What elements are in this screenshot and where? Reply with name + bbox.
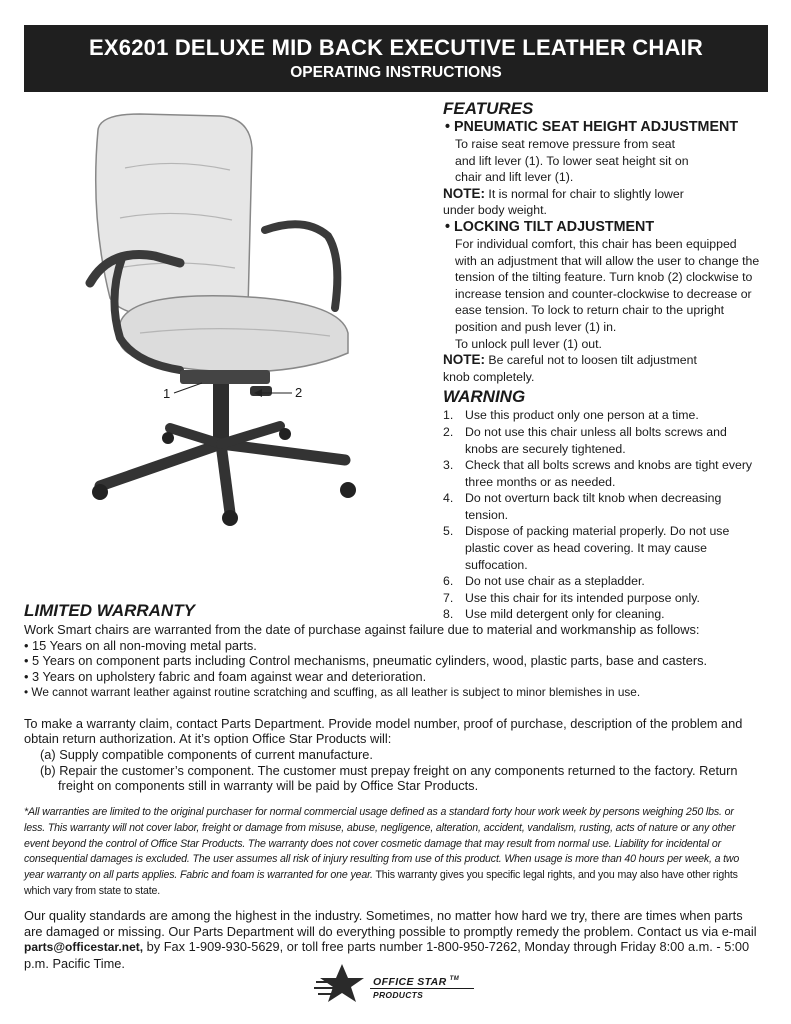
title-banner bbox=[24, 25, 768, 92]
tilt-heading: • LOCKING TILT ADJUSTMENT bbox=[445, 218, 655, 235]
pneumatic-heading: • PNEUMATIC SEAT HEIGHT ADJUSTMENT bbox=[445, 119, 739, 135]
logo-name: OFFICE STAR bbox=[373, 976, 447, 988]
email-link[interactable]: parts@officestar.net, bbox=[24, 940, 144, 955]
text-line: To raise seat remove pressure from seat bbox=[455, 137, 676, 151]
quality-text: Our quality standards are among the highest in the industry. Sometimes, no matter how hard we try, there are times when parts bbox=[24, 907, 743, 923]
pneumatic-note bbox=[443, 186, 778, 203]
warranty-section bbox=[24, 601, 774, 972]
quality-text: are damaged or missing. Our Parts Department will do everything possible to promptly remedy the problem. Contact us via e-mail bbox=[24, 923, 757, 939]
warning-item: 8. Use mild detergent only for cleaning. bbox=[443, 607, 665, 622]
fine-print: consequential damages is excluded. The user assumes all risk of injury resulting from use of this product. When usage is more than 40 hours per week, a two bbox=[24, 853, 740, 866]
star-icon bbox=[312, 962, 368, 1006]
text-line: To unlock pull lever (1) out. bbox=[455, 336, 602, 351]
warranty-heading: LIMITED WARRANTY bbox=[24, 601, 195, 620]
office-star-logo bbox=[312, 962, 482, 1006]
text-line: position and push lever (1) in. bbox=[455, 319, 617, 334]
note-text: It is normal for chair to slightly lower bbox=[485, 186, 684, 201]
text-line: For individual comfort, this chair has been equipped bbox=[455, 236, 737, 251]
quality-text: p.m. Pacific Time. bbox=[24, 955, 125, 971]
warning-item: 7. Use this chair for its intended purpose only. bbox=[443, 590, 700, 605]
fine-print: which vary from state to state. bbox=[24, 885, 161, 898]
fine-print: event beyond the control of Office Star Products. The warranty does not cover cosmetic damage that may result from normal use. Liability for incidental or bbox=[24, 837, 722, 850]
claim-text: obtain return authorization. At it’s option Office Star Products will: bbox=[24, 731, 392, 747]
claim-option-a: (a) Supply compatible components of current manufacture. bbox=[40, 746, 373, 762]
chair-illustration bbox=[80, 108, 380, 528]
warranty-intro: Work Smart chairs are warranted from the date of purchase against failure due to material and workmanship as follows: bbox=[24, 622, 700, 637]
warranty-bullet: • 5 Years on component parts including Control mechanisms, pneumatic cylinders, wood, plastic parts, base and casters. bbox=[24, 653, 708, 669]
fine-print: less. This warranty will not cover labor, freight or damage from misuse, abuse, negligence, alteration, accident, vandalism, rusting, acts of nature or any other bbox=[24, 821, 736, 834]
document-subtitle: OPERATING INSTRUCTIONS bbox=[290, 64, 502, 81]
tilt-note bbox=[443, 352, 778, 369]
claim-text: To make a warranty claim, contact Parts Department. Provide model number, proof of purchase, description of the problem and bbox=[24, 715, 743, 731]
warning-item: 2. Do not use this chair unless all bolts screws and knobs are securely tightened. bbox=[443, 424, 727, 456]
lever-callout-label: 1 bbox=[163, 386, 171, 401]
note-text: under body weight. bbox=[443, 203, 547, 218]
note-label: NOTE: bbox=[443, 185, 485, 201]
knob-callout-label: 2 bbox=[295, 385, 303, 400]
text-line: with an adjustment that will allow the user to change the bbox=[455, 253, 760, 268]
fine-print: year warranty on all parts applies. Fabric and foam is warranted for one year. This warranty gives you specific legal rights, and you may also have other rights bbox=[24, 869, 738, 882]
text-line: chair and lift lever (1). bbox=[455, 170, 574, 185]
warning-item: 1. Use this product only one person at a time. bbox=[443, 408, 699, 423]
features-heading: FEATURES bbox=[443, 99, 534, 118]
note-text: Be careful not to loosen tilt adjustment bbox=[485, 353, 697, 368]
document-title: EX6201 DELUXE MID BACK EXECUTIVE LEATHER CHAIR bbox=[89, 35, 703, 60]
warranty-bullet: • We cannot warrant leather against routine scratching and scuffing, as all leather is subject to minor blemishes in use. bbox=[24, 684, 641, 699]
text-line: increase tension and counter-clockwise to decrease or bbox=[455, 286, 752, 301]
fine-print: *All warranties are limited to the original purchaser for normal commercial usage defined as a standard forty hour work week by persons weighing 250 lbs. or bbox=[24, 806, 734, 819]
warning-item: 3. Check that all bolts screws and knobs are tight every three months or as needed. bbox=[443, 458, 753, 489]
text-line: ease tension. To lock to return chair to the upright bbox=[455, 303, 725, 318]
text-line: and lift lever (1). To lower seat height sit on bbox=[455, 153, 689, 168]
warranty-bullet: • 3 Years on upholstery fabric and foam against wear and deterioration. bbox=[24, 669, 427, 685]
claim-option-b: (b) Repair the customer’s component. The customer must prepay freight on any components returned to the factory. Return bbox=[40, 762, 738, 778]
note-label: NOTE: bbox=[443, 352, 485, 368]
warning-item: 4. Do not overturn back tilt knob when decreasing tension. bbox=[443, 491, 722, 522]
quality-text: parts@officestar.net, by Fax 1-909-930-5629, or toll free parts number 1-800-950-7262, Monday through Friday 8:00 a.m. - 5:00 bbox=[24, 939, 750, 955]
note-text: knob completely. bbox=[443, 369, 535, 384]
claim-option-b-cont: freight on components still in warranty will be paid by Office Star Products. bbox=[58, 778, 479, 794]
text-line: tension of the tilting feature. Turn knob (2) clockwise to bbox=[455, 270, 753, 285]
warning-item: 6. Do not use chair as a stepladder. bbox=[443, 574, 645, 589]
warning-item: 5. Dispose of packing material properly. Do not use plastic cover as head covering. It may cause suffocation. bbox=[443, 524, 730, 572]
warning-heading: WARNING bbox=[443, 387, 526, 407]
features-column bbox=[443, 99, 778, 623]
warranty-bullet: • 15 Years on all non-moving metal parts. bbox=[24, 637, 257, 653]
logo-tm: TM bbox=[449, 976, 460, 982]
logo-sub: PRODUCTS bbox=[373, 990, 424, 1000]
warning-list bbox=[443, 407, 778, 623]
